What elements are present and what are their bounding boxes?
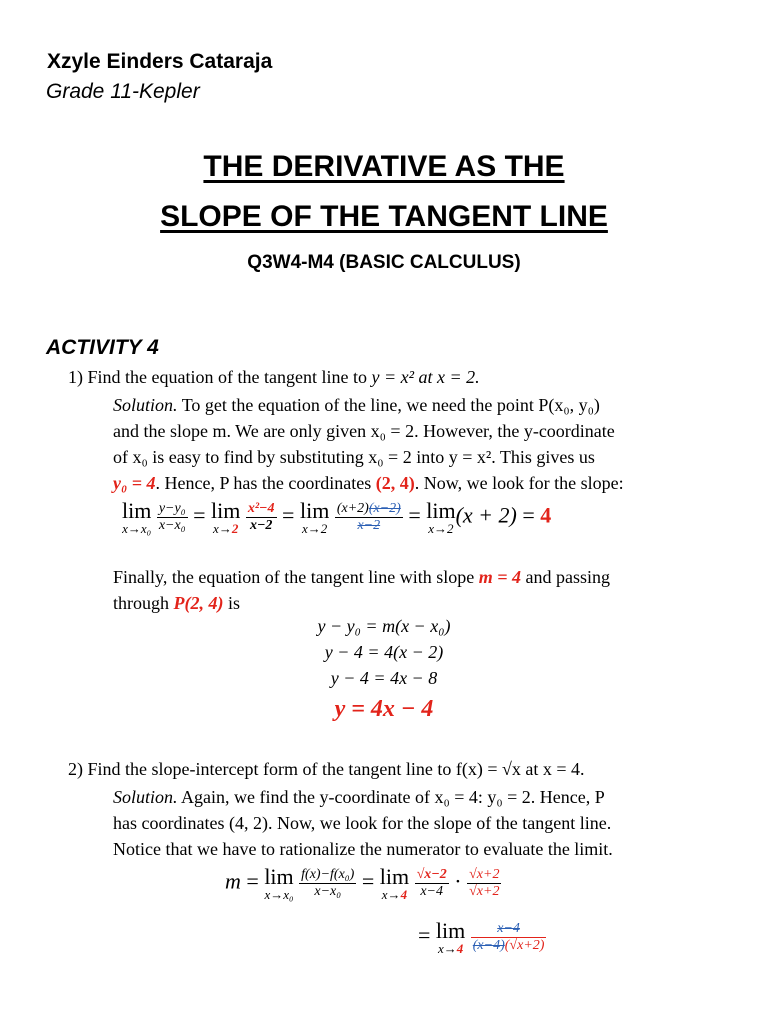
activity-heading: ACTIVITY 4 xyxy=(46,336,159,359)
solution-line-1: To get the equation of the line, we need the point P(x₀, y₀) xyxy=(177,395,600,415)
finally-text-2: and passing xyxy=(521,567,611,587)
final-answer-1: y = 4x − 4 xyxy=(334,696,434,722)
limit-derivation-2b: = lim x→4 $\frac{x-4}{(x-4)(√x+2)}$ xyxy=(418,918,545,956)
finally-line xyxy=(113,564,610,590)
title-line-2: SLOPE OF THE TANGENT LINE xyxy=(160,200,608,233)
solution-label: Solution. xyxy=(113,395,178,415)
problem-1-prompt-text: Find the equation of the tangent line to xyxy=(87,367,372,387)
problem-1-number: 1) xyxy=(68,367,83,387)
problem-1-prompt-eq: y = x² at x = 2. xyxy=(371,367,480,387)
problem-2-prompt-text: Find the slope-intercept form of the tangent line to f(x) = √x at x = 4. xyxy=(87,759,585,779)
student-name: Xzyle Einders Cataraja xyxy=(47,50,273,73)
finally-text: Finally, the equation of the tangent line with slope xyxy=(113,567,479,587)
subtitle: Q3W4-M4 (BASIC CALCULUS) xyxy=(247,252,521,273)
equation-step-2: y − 4 = 4(x − 2) xyxy=(324,642,444,662)
problem-2-solution xyxy=(113,784,723,862)
solution-line-4a: . Hence, P has the coordinates xyxy=(155,473,376,493)
solution-line-3: of x₀ is easy to find by substituting x₀ = 2 into y = x². This gives us xyxy=(113,447,595,467)
solution-2-label: Solution. xyxy=(113,787,178,807)
through-text: through xyxy=(113,593,174,613)
solution-line-4b: . Now, we look for the slope: xyxy=(414,473,624,493)
equation-step-3: y − 4 = 4x − 8 xyxy=(330,668,438,688)
equation-step-1: y − y₀ = m(x − x₀) xyxy=(317,616,451,636)
slope-value: m = 4 xyxy=(478,567,522,587)
problem-1-prompt xyxy=(68,364,480,390)
through-line xyxy=(113,590,240,616)
solution-2-line-1: Again, we find the y-coordinate of x₀ = 4: y₀ = 2. Hence, P xyxy=(177,787,605,807)
problem-1-solution xyxy=(113,392,723,496)
solution-2-line-3: Notice that we have to rationalize the numerator to evaluate the limit. xyxy=(113,839,613,859)
point-coordinates: (2, 4) xyxy=(375,473,415,493)
y0-value: y₀ = 4 xyxy=(113,473,156,493)
problem-2-prompt xyxy=(68,756,585,782)
title-line-1: THE DERIVATIVE AS THE xyxy=(203,150,565,183)
student-grade: Grade 11-Kepler xyxy=(46,80,200,103)
through-point: P(2, 4) xyxy=(173,593,224,613)
solution-2-line-2: has coordinates (4, 2). Now, we look for the slope of the tangent line. xyxy=(113,813,612,833)
solution-line-2: and the slope m. We are only given x₀ = 2. However, the y-coordinate xyxy=(113,421,615,441)
problem-2-number: 2) xyxy=(68,759,83,779)
through-text-2: is xyxy=(223,593,240,613)
limit-derivation-2: m = lim x→x₀ $\frac{\text{f(x)−f(x₀)}}{\text{x−x₀}}$ = lim x→4 $\frac{√x-2}{x-4}$ · $\frac{√x+2}{√x+2}$ xyxy=(225,864,500,902)
limit-derivation-1: lim x→x₀ $\frac{\text{y−y₀}}{\text{x−x₀}}$ = lim x→2 $\frac{\text{x²−4}}{x-2}$ = lim x→2 $\frac{(x+2)(x-2)}{x-2}$ = lim x→2 (x + 2) = 4 xyxy=(122,498,552,536)
